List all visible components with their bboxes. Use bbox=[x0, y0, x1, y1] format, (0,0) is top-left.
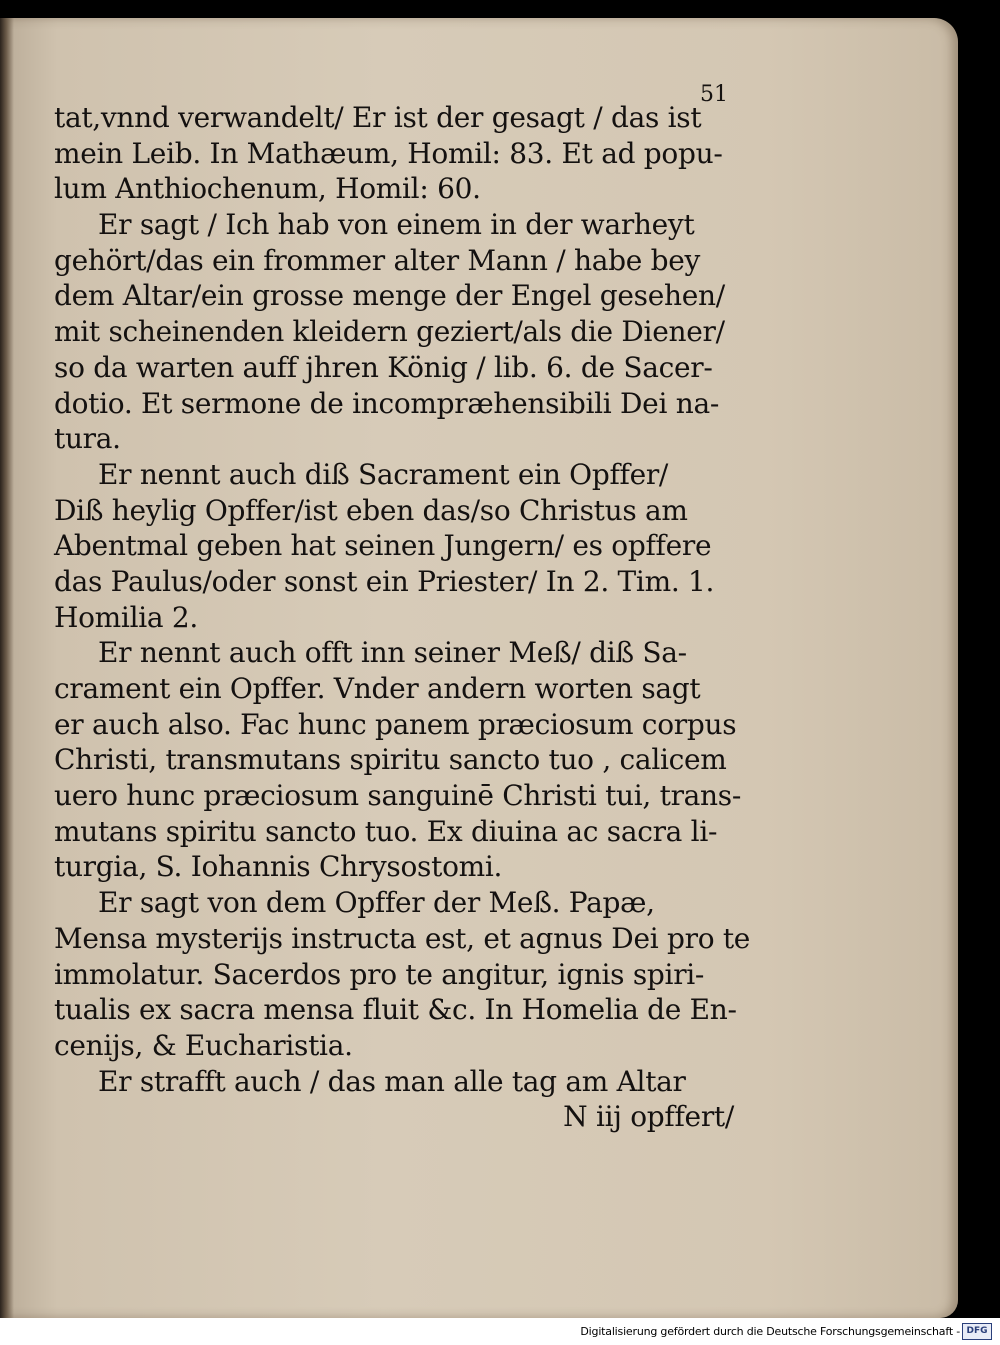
text-line: turgia, S. Iohannis Chrysostomi. bbox=[54, 850, 503, 884]
funding-note: Digitalisierung gefördert durch die Deutsche Forschungsgemeinschaft - bbox=[580, 1325, 960, 1338]
text-line: Mensa mysterijs instructa est, et agnus Dei pro te bbox=[54, 921, 751, 955]
text-line: Er nennt auch offt inn seiner Meß/ diß Sa- bbox=[98, 636, 687, 670]
text-line: so da warten auff jhren König / lib. 6. de Sacer- bbox=[54, 350, 713, 384]
body-text bbox=[54, 100, 751, 1135]
text-line: tura. bbox=[54, 422, 121, 456]
text-line: Er strafft auch / das man alle tag am Altar bbox=[98, 1064, 686, 1098]
text-line: Abentmal geben hat seinen Jungern/ es opffere bbox=[54, 529, 712, 563]
text-line: Er sagt von dem Opffer der Meß. Papæ, bbox=[98, 886, 655, 920]
text-line: immolatur. Sacerdos pro te angitur, ignis spiri- bbox=[54, 957, 705, 991]
text-line: er auch also. Fac hunc panem præciosum corpus bbox=[54, 707, 737, 741]
text-line: gehört/das ein frommer alter Mann / habe bey bbox=[54, 243, 701, 277]
dfg-logo: DFG bbox=[962, 1323, 992, 1340]
text-line: N iij opffert/ bbox=[563, 1100, 734, 1134]
text-line: Er nennt auch diß Sacrament ein Opffer/ bbox=[98, 457, 669, 491]
text-line: cenijs, & Eucharistia. bbox=[54, 1028, 353, 1062]
page-gutter-shadow bbox=[0, 18, 14, 1318]
text-line: mit scheinenden kleidern geziert/als die Diener/ bbox=[54, 315, 725, 349]
text-line: Homilia 2. bbox=[54, 600, 199, 634]
text-line: crament ein Opffer. Vnder andern worten sagt bbox=[54, 672, 701, 705]
text-line: Diß heylig Opffer/ist eben das/so Christus am bbox=[54, 493, 688, 527]
text-line: tat,vnnd verwandelt/ Er ist der gesagt / das ist bbox=[54, 101, 702, 134]
text-line: mein Leib. In Mathæum, Homil: 83. Et ad popu- bbox=[54, 136, 723, 170]
text-line: lum Anthiochenum, Homil: 60. bbox=[54, 172, 481, 206]
footer-bar bbox=[0, 1318, 1000, 1345]
text-line: dotio. Et sermone de incompræhensibili Dei na- bbox=[54, 386, 719, 420]
page-number: 51 bbox=[700, 82, 728, 107]
text-line: dem Altar/ein grosse menge der Engel gesehen/ bbox=[54, 279, 725, 313]
text-line: Er sagt / Ich hab von einem in der warheyt bbox=[98, 208, 695, 242]
text-line: das Paulus/oder sonst ein Priester/ In 2. Tim. 1. bbox=[54, 564, 715, 598]
text-line: Christi, transmutans spiritu sancto tuo , calicem bbox=[54, 743, 727, 777]
text-line: tualis ex sacra mensa fluit &c. In Homelia de En- bbox=[54, 993, 737, 1027]
text-line: uero hunc præciosum sanguinē Christi tui, trans- bbox=[54, 779, 742, 813]
text-line: mutans spiritu sancto tuo. Ex diuina ac sacra li- bbox=[54, 814, 718, 848]
